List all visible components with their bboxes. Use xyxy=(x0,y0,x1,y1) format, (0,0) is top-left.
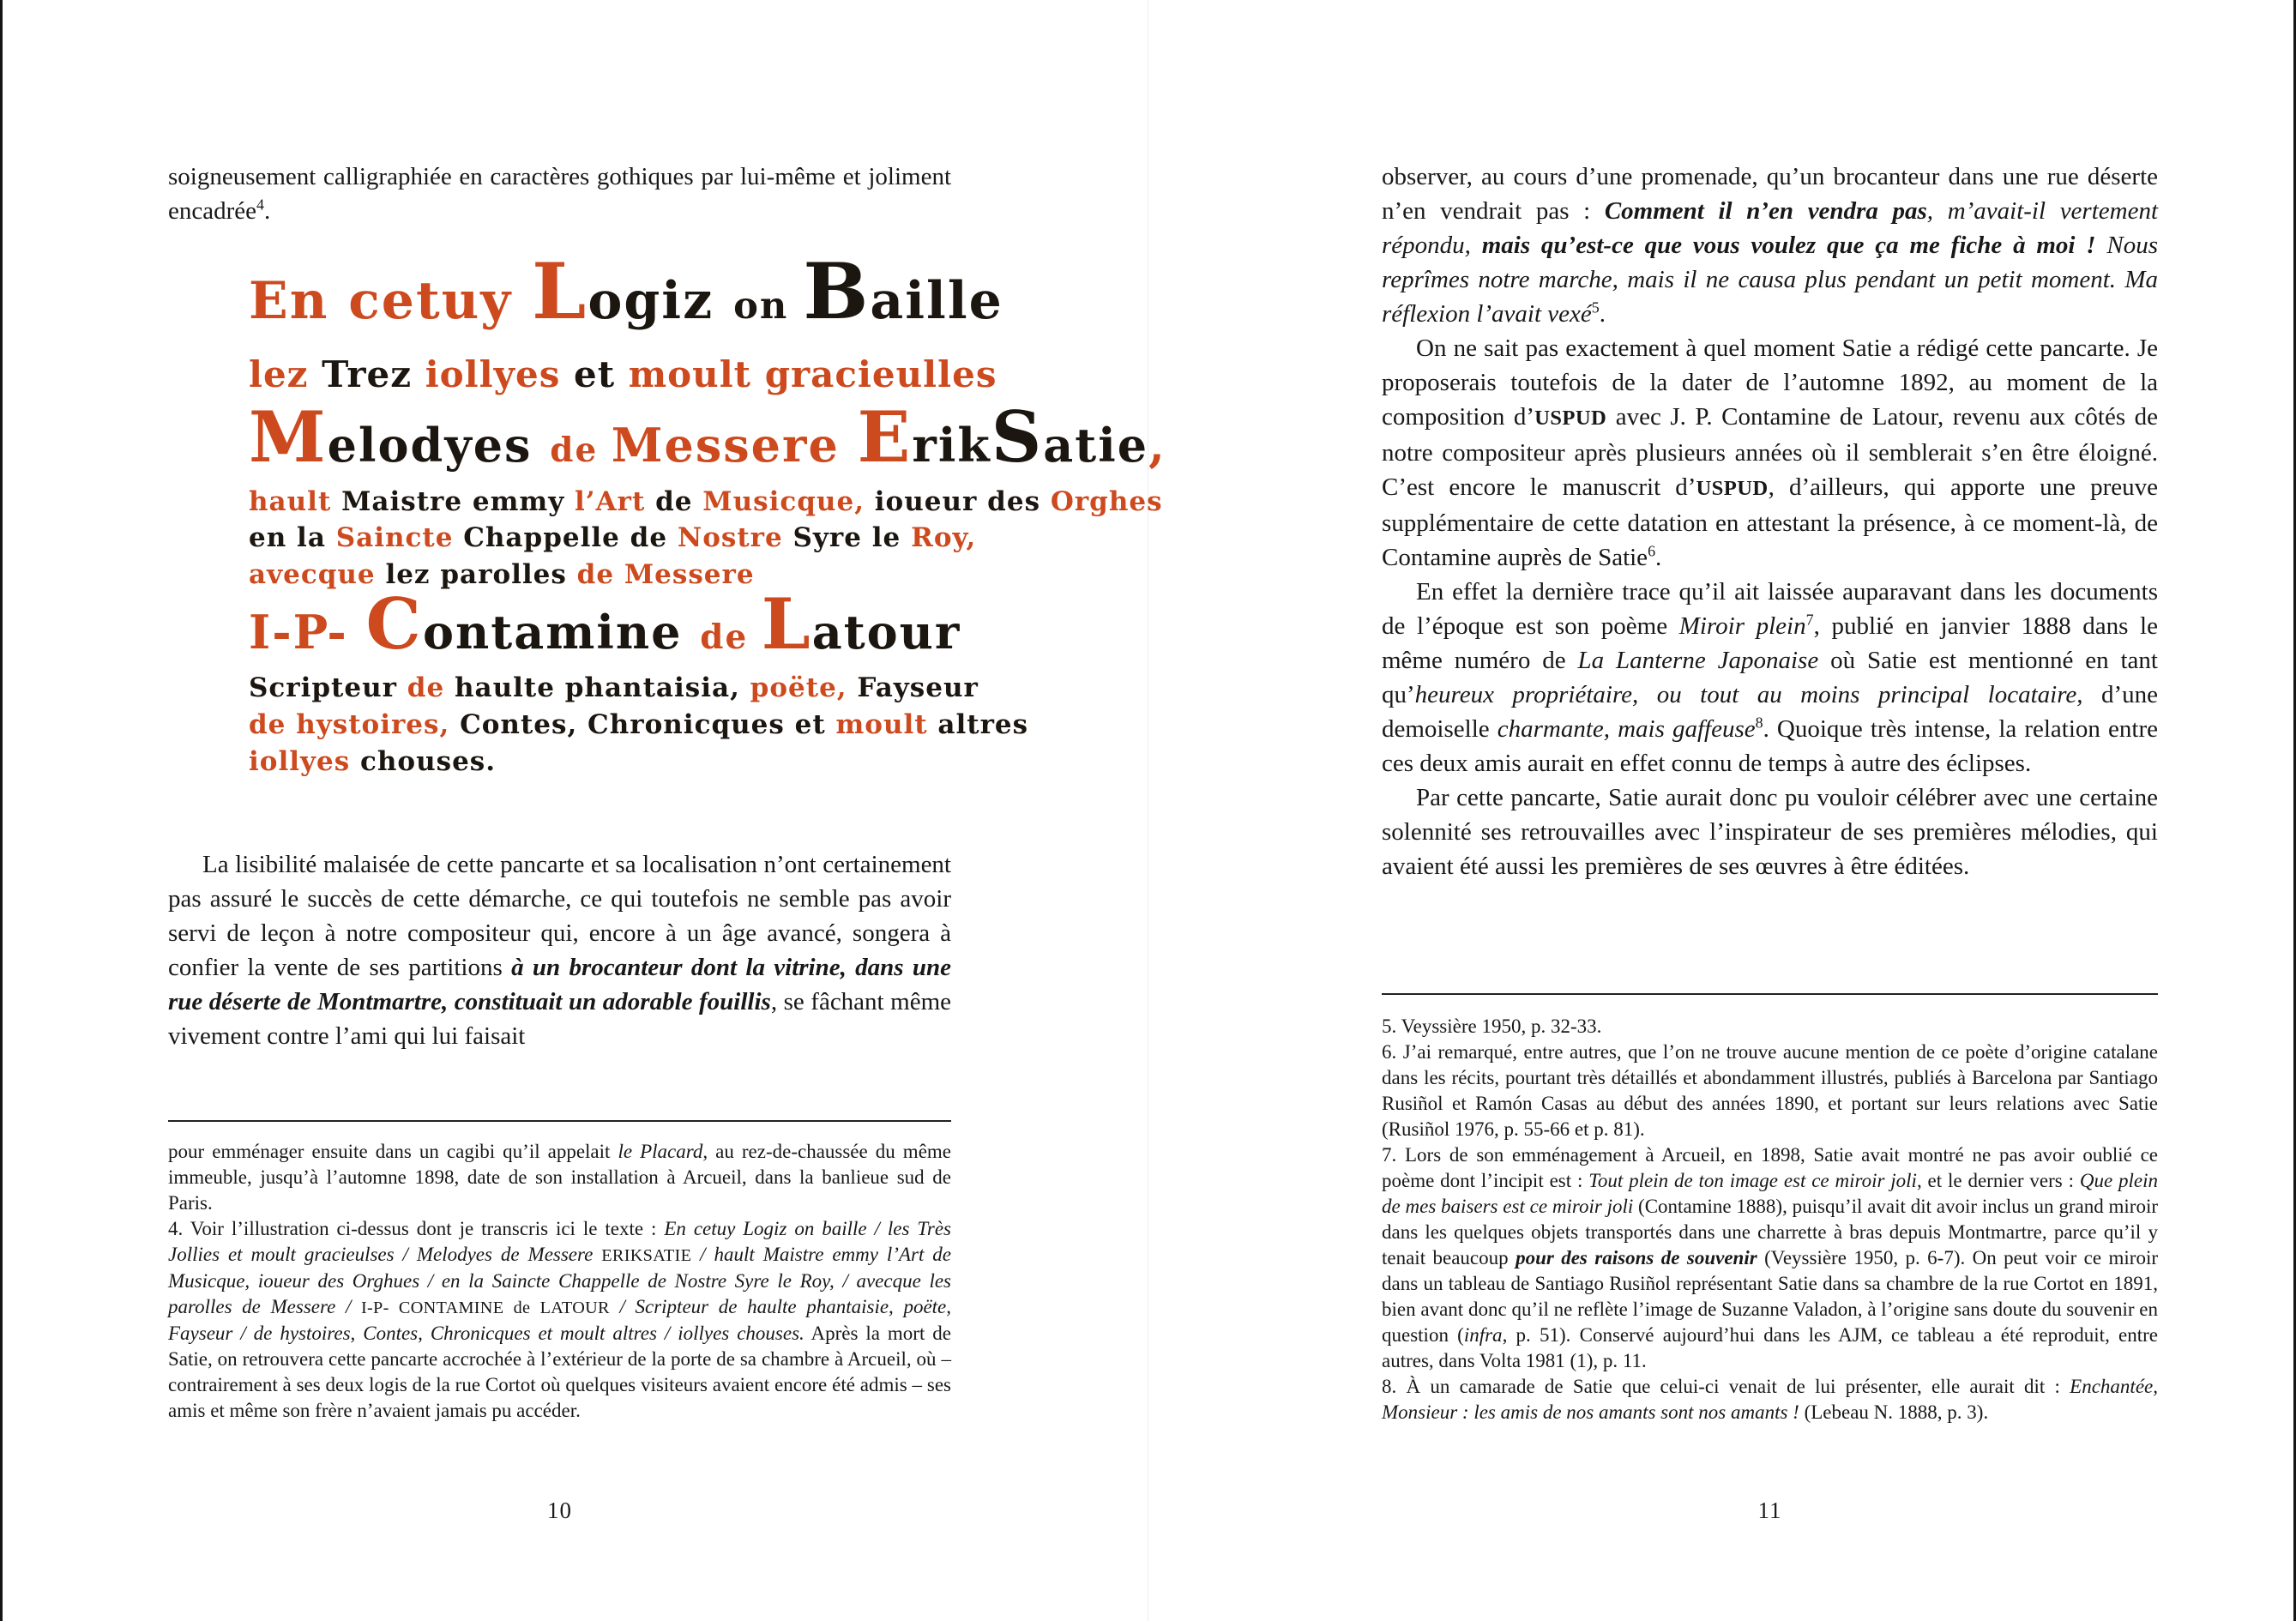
footnote-rule xyxy=(168,1120,951,1122)
text-run: , d’ailleurs, qui apporte une preuve supplémentaire de cette datation en attestant la présence, à ce moment-là, de Contamine auprès de Satie xyxy=(1382,473,2158,571)
pancarte-line xyxy=(249,397,1166,479)
text-run: mais qu’est-ce que vous voulez que ça me fiche à moi ! xyxy=(1481,232,2096,259)
pancarte-text-segment: Chronicques xyxy=(588,709,795,741)
text-run: 6. J’ai remarqué, entre autres, que l’on ne trouve aucune mention de ce poète d’origine catalane dans les récits, pourtant très détaillés et abondamment illustrés, publiés à Barcelona par Santiago Rusiñol et Ramón Casas au début des années 1890, et portant sur leurs relations avec Satie (Rusiñol 1976, p. 55-66 et p. 81). xyxy=(1382,1041,2158,1140)
text-run: . xyxy=(1599,300,1606,328)
pancarte-text-segment: elodyes xyxy=(327,418,551,473)
text-run: Nous reprîmes notre marche, mais il ne causa plus pendant un petit moment. Ma réflexion l’avait vexé xyxy=(1382,232,2158,328)
pancarte-text-segment: Maistre xyxy=(341,485,473,517)
text-run: infra xyxy=(1463,1324,1503,1346)
pancarte-line xyxy=(249,559,978,592)
pancarte-text-segment: on xyxy=(733,284,804,328)
pancarte-text-segment: atie xyxy=(1043,418,1149,473)
pancarte-text-segment: M xyxy=(249,397,328,479)
pancarte-text-segment: ogiz xyxy=(588,271,734,331)
text-run: La Lanterne Japonaise xyxy=(1577,647,1819,674)
footnote xyxy=(1382,1039,2158,1142)
text-run: / xyxy=(609,1296,636,1317)
body-paragraphs xyxy=(1382,160,2158,883)
text-run: 6 xyxy=(1648,542,1656,560)
pancarte-line xyxy=(249,584,978,666)
text-run: USPUD xyxy=(1534,407,1607,430)
pancarte-text-segment: S xyxy=(991,397,1044,479)
footnotes-block xyxy=(168,1139,951,1424)
pancarte-text-segment: C xyxy=(365,584,424,666)
text-run: , publié en janvier 1888 dans le même numéro de xyxy=(1382,612,2158,674)
pancarte-text-segment: Roy, xyxy=(911,522,977,554)
pancarte-text-segment: hault xyxy=(249,485,342,517)
pancarte-text-segment: Musicque, xyxy=(702,485,875,517)
text-run: avec J. P. Contamine de Latour, revenu aux côtés de notre compositeur après plusieurs années où il semblerait s’en être éloigné. C’est encore le manuscrit d’ xyxy=(1382,403,2159,501)
page-right xyxy=(1148,0,2296,1621)
text-run: On ne sait pas exactement à quel moment Satie a rédigé cette pancarte. Je proposerais toutefois de la dater de l’automne 1892, au moment de la composition d’ xyxy=(1382,334,2158,431)
pancarte-text-segment: Chappelle xyxy=(463,522,630,554)
footnote xyxy=(168,1216,951,1424)
paragraph xyxy=(1382,331,2158,575)
text-run: 4. Voir l’illustration ci-dessus dont je transcris ici le texte : xyxy=(168,1218,665,1239)
text-run: 7. Lors de son emménagement à Arcueil, en 1898, Satie avait montré ne pas avoir oublié ce poème dont l’incipit est : xyxy=(1382,1144,2158,1191)
paragraph xyxy=(1382,160,2158,331)
pancarte-illustration xyxy=(249,246,1166,783)
pancarte-text-segment: de xyxy=(700,618,762,658)
footnote xyxy=(168,1139,951,1216)
pancarte-text-segment: emmy xyxy=(472,485,576,517)
pancarte-text-segment: atour xyxy=(811,605,961,660)
footnote-rule xyxy=(1382,993,2158,995)
pancarte-text-segment: hystoires, xyxy=(296,709,461,741)
pancarte-text-segment: et xyxy=(573,353,629,395)
pancarte-text-segment: de xyxy=(630,522,678,554)
text-run: 8. À un camarade de Satie que celui-ci venait de lui présenter, elle aurait dit : xyxy=(1382,1376,2070,1397)
text-run: 4 xyxy=(256,196,264,214)
text-run: USPUD xyxy=(1696,477,1769,500)
text-run: La lisibilité malaisée de cette pancarte et sa localisation n’ont certainement pas assuré le succès de cette démarche, ce qui toutefois ne semble pas avoir servi de leçon à notre compositeur qui, encore à un âge avancé, songera à confier la vente de ses partitions xyxy=(168,851,951,981)
text-run: pour emménager ensuite dans un cagibi qu’il appelait xyxy=(168,1141,618,1162)
text-run: / hault Maistre emmy l’Art de Musicque, ioueur des Orghues / en la Saincte Chappelle de Nostre Syre le Roy, / avecque les parolles de Messere / xyxy=(168,1244,951,1317)
page-number: 10 xyxy=(547,1497,572,1523)
paragraph-top xyxy=(168,160,951,228)
pancarte-text-segment: des xyxy=(987,485,1051,517)
text-run: 5 xyxy=(1591,298,1600,316)
pancarte-line xyxy=(249,485,1163,519)
pancarte-text-segment: Orghes xyxy=(1050,485,1163,517)
pancarte-text-segment: ioueur xyxy=(874,485,988,517)
pancarte-text-segment: Messere xyxy=(624,559,755,591)
pancarte-text-segment: gracieulles xyxy=(764,353,997,395)
page-number: 11 xyxy=(1757,1497,1782,1523)
text-run: . xyxy=(264,197,271,225)
pancarte-text-segment: haulte xyxy=(454,672,565,704)
pancarte-text-segment: aille xyxy=(870,271,1003,331)
pancarte-text-segment: Saincte xyxy=(335,522,464,554)
text-run: Après la mort de Satie, on retrouvera cette pancarte accrochée à l’extérieur de la porte de sa chambre à Arcueil, où – contrairement à ses deux logis de la rue Cortot où quelques visiteurs avaient encore été admis – ses amis et même son frère n’avaient jamais pu accéder. xyxy=(168,1323,952,1421)
pancarte-text-segment: de xyxy=(655,485,703,517)
pancarte-text-segment: En xyxy=(249,271,349,331)
pancarte-text-segment: de xyxy=(407,672,455,704)
pancarte-text-segment: iollyes xyxy=(249,745,360,777)
text-run: . xyxy=(1655,544,1662,571)
pancarte-text-segment: en la xyxy=(249,522,336,554)
footnote xyxy=(1382,1374,2158,1425)
footnote xyxy=(1382,1014,2158,1039)
text-run: d’une demoiselle xyxy=(1382,681,2158,743)
pancarte-text-segment: iollyes xyxy=(425,353,574,395)
pancarte-text-segment: de xyxy=(550,431,612,471)
text-run: 5. Veyssière 1950, p. 32-33. xyxy=(1382,1015,1602,1037)
pancarte-line xyxy=(249,522,978,555)
pancarte-text-segment: et xyxy=(794,709,836,741)
pancarte-text-segment: chouses. xyxy=(360,745,497,777)
text-run: , p. 51). Conservé aujourd’hui dans les AJM, ce tableau a été reproduit, entre autres, dans Volta 1981 (1), p. 11. xyxy=(1382,1324,2158,1371)
text-run: Scripteur de haulte phantaisie, poëte, Fayseur / de hystoires, Contes, Chronicques et moult altres / iollyes chouses. xyxy=(168,1296,951,1344)
text-run: 7 xyxy=(1805,611,1814,629)
paragraph xyxy=(1382,780,2158,883)
pancarte-text-segment: phantaisia, xyxy=(564,672,750,704)
pancarte-text-segment: , xyxy=(1148,418,1166,473)
text-run: En cetuy Logiz on baille / les Très Jollies et moult gracieulses / Melodyes de Messere xyxy=(168,1218,951,1265)
pancarte-text-segment: de xyxy=(249,709,297,741)
footnotes-block xyxy=(1382,1014,2158,1425)
pancarte-text-segment: I-P- xyxy=(249,605,366,660)
pancarte-line xyxy=(249,746,978,779)
pancarte-text-segment: rik xyxy=(912,418,991,473)
text-run: m’avait-il vertement répondu xyxy=(1382,197,2159,259)
pancarte-line xyxy=(249,246,1003,337)
text-run: Comment il n’en vendra pas xyxy=(1604,197,1927,225)
text-run: , et le dernier vers : xyxy=(1916,1170,2080,1191)
pancarte-text-segment: l’Art xyxy=(575,485,656,517)
text-run: heureux propriétaire, ou tout au moins principal locataire, xyxy=(1414,681,2083,708)
pancarte-text-segment: moult xyxy=(835,709,938,741)
pancarte-line xyxy=(249,672,978,705)
text-run: , au rez-de-chaussée du même immeuble, jusqu’à l’automne 1898, date de son installation à Arcueil, dans la banlieue sud de Paris. xyxy=(168,1141,951,1214)
text-run: (Contamine 1888), puisqu’il avait dit avoir inclus un grand miroir dans les quelques objets transportés dans une charrette à bras depuis Montmartre, parce qu’il y tenait beaucoup xyxy=(1382,1196,2158,1268)
text-run: où Satie est mentionné en tant qu’ xyxy=(1382,647,2158,708)
pancarte-text-segment: L xyxy=(761,584,812,666)
pancarte-text-segment: avecque xyxy=(249,559,386,591)
text-run: charmante, mais gaffeuse xyxy=(1497,715,1756,743)
pancarte-text-segment: le xyxy=(871,522,912,554)
pancarte-text-segment: de xyxy=(576,559,624,591)
text-run: Enchantée, Monsieur : les amis de nos amants sont nos amants ! xyxy=(1382,1376,2158,1423)
pancarte-text-segment: Contes, xyxy=(460,709,588,741)
pancarte-text-segment: cetuy xyxy=(348,271,533,331)
text-run: (Veyssière 1950, p. 6-7). On peut voir ce miroir dans un tableau de Santiago Rusiñol représentant Satie dans sa chambre de la rue Cortot en 1891, bien avant donc qu’il ne reflète l’image de Suzanne Valadon, à l’origine sans doute du souvenir en question ( xyxy=(1382,1247,2159,1346)
pancarte-text-segment: lez xyxy=(249,353,322,395)
text-run: . Quoique très intense, la relation entre ces deux amis aurait en effet connu de temps à autre des éclipses. xyxy=(1382,715,2158,777)
pancarte-line xyxy=(249,353,997,396)
pancarte-text-segment: Scripteur xyxy=(249,672,407,704)
text-run: Par cette pancarte, Satie aurait donc pu vouloir célébrer avec une certaine solennité ses retrouvailles avec l’inspirateur de ses premières mélodies, qui avaient été aussi les premières de ses œuvres à être éditées. xyxy=(1382,784,2158,880)
text-run: ERIKSATIE xyxy=(601,1246,692,1265)
pancarte-text-segment: ontamine xyxy=(423,605,701,660)
text-run: Tout plein de ton image est ce miroir joli xyxy=(1588,1170,1917,1191)
text-run: soigneusement calligraphiée en caractères gothiques par lui-même et joliment encadrée xyxy=(168,163,951,225)
pancarte-text-segment: Trez xyxy=(322,353,425,395)
pancarte-text-segment: L xyxy=(532,246,588,337)
text-run: 8 xyxy=(1755,714,1763,732)
pancarte-text-segment: lez xyxy=(385,559,441,591)
text-run: (Lebeau N. 1888, p. 3). xyxy=(1799,1401,1989,1423)
text-run: à un brocanteur dont la vitrine, dans une rue déserte de Montmartre, constituait un adorable fouillis xyxy=(168,954,952,1015)
text-run: pour des raisons de souvenir xyxy=(1516,1247,1757,1268)
pancarte-text-segment: Fayseur xyxy=(857,672,979,704)
paragraph-bottom xyxy=(168,847,951,1053)
pancarte-text-segment: Nostre xyxy=(677,522,793,554)
text-run: , xyxy=(1926,197,1948,225)
text-run: I-P- CONTAMINE de LATOUR xyxy=(360,1299,610,1317)
text-run: observer, au cours d’une promenade, qu’un brocanteur dans une rue déserte n’en vendrait pas : xyxy=(1382,163,2158,225)
text-run: , se fâchant même vivement contre l’ami qui lui faisait xyxy=(168,988,951,1050)
paragraph xyxy=(1382,575,2158,780)
pancarte-text-segment: altres xyxy=(937,709,1029,741)
pancarte-text-segment: B xyxy=(803,246,871,337)
text-run: Miroir plein xyxy=(1678,612,1806,640)
pancarte-text-segment: E xyxy=(857,397,913,479)
pancarte-text-segment: poëte, xyxy=(750,672,858,704)
pancarte-text-segment: moult xyxy=(628,353,765,395)
text-run: Que plein de mes baisers est ce miroir joli xyxy=(1382,1170,2159,1217)
pancarte-text-segment: Syre xyxy=(792,522,872,554)
pancarte-line xyxy=(249,709,1029,742)
text-run: , xyxy=(1464,232,1482,259)
pancarte-text-segment: essere xyxy=(664,418,858,473)
pancarte-text-segment: M xyxy=(611,418,665,473)
pancarte-text-segment: parolles xyxy=(440,559,577,591)
text-run: le Placard xyxy=(618,1141,703,1162)
footnote xyxy=(1382,1142,2158,1374)
text-run xyxy=(2096,232,2107,259)
text-run: En effet la dernière trace qu’il ait laissée auparavant dans les documents de l’époque est son poème xyxy=(1382,578,2158,640)
